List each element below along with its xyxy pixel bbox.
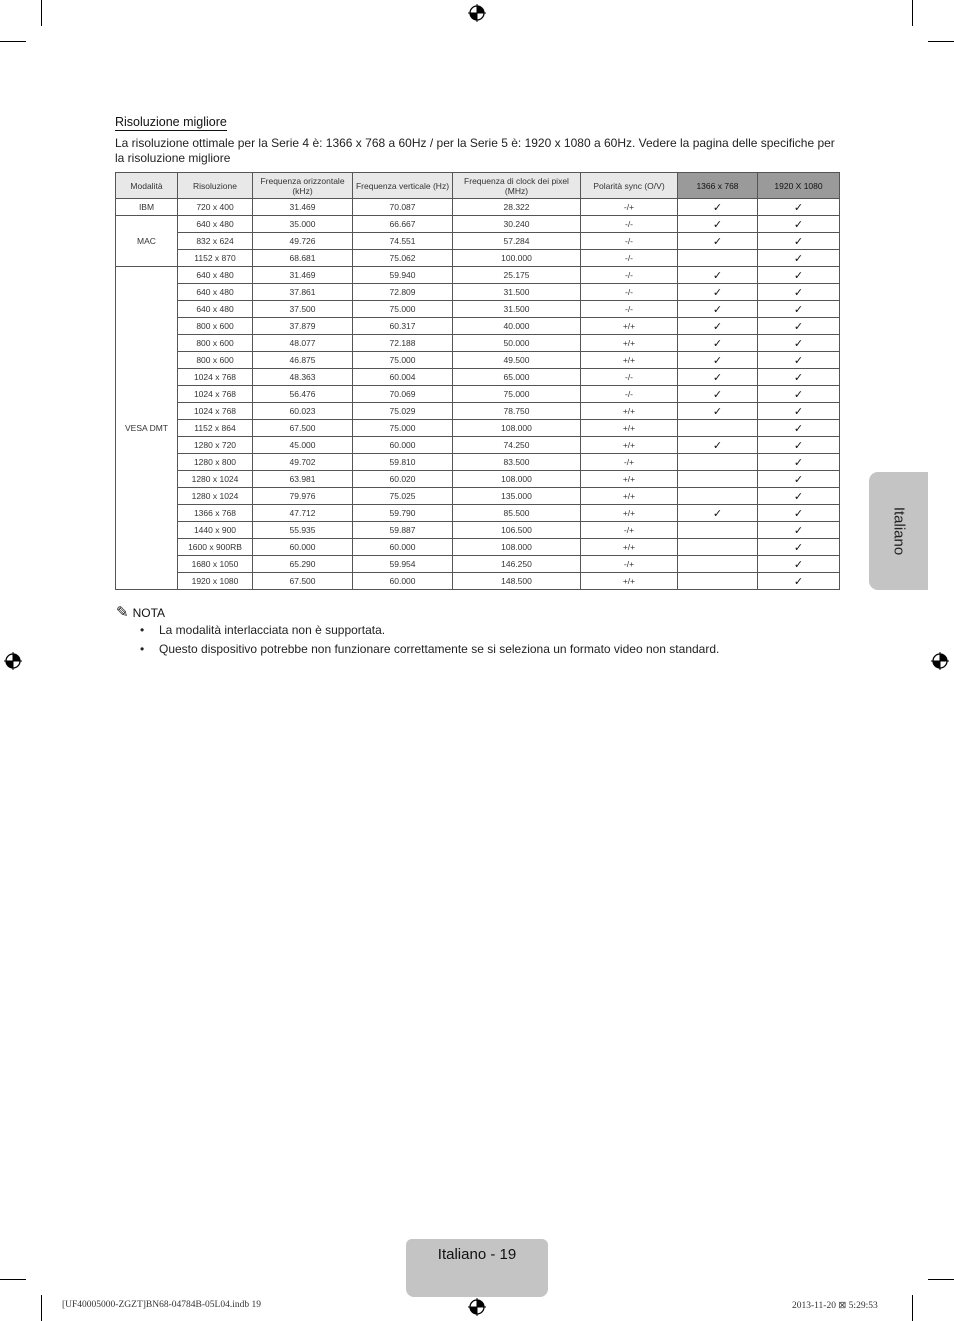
check-icon: ✓	[793, 218, 804, 231]
horizontal-frequency-cell: 49.726	[253, 233, 353, 250]
vertical-frequency-cell: 72.809	[353, 284, 453, 301]
support-1366-cell	[678, 369, 758, 386]
table-row	[116, 505, 840, 522]
check-icon: ✓	[793, 473, 804, 486]
check-icon: ✓	[793, 235, 804, 248]
registration-mark-icon	[930, 651, 950, 671]
resolution-cell: 1024 x 768	[178, 403, 253, 420]
support-1920-cell	[758, 318, 840, 335]
check-icon: ✓	[793, 439, 804, 452]
pixel-clock-cell: 135.000	[453, 488, 581, 505]
vertical-frequency-cell: 75.000	[353, 420, 453, 437]
check-icon: ✓	[793, 337, 804, 350]
support-1366-cell	[678, 403, 758, 420]
vertical-frequency-cell: 75.000	[353, 352, 453, 369]
crop-mark	[912, 1295, 913, 1321]
support-1366-cell	[678, 250, 758, 267]
header-1920x1080: 1920 X 1080	[758, 173, 840, 199]
support-1920-cell	[758, 573, 840, 590]
header-resolution: Risoluzione	[178, 173, 253, 199]
pixel-clock-cell: 108.000	[453, 420, 581, 437]
horizontal-frequency-cell: 31.469	[253, 199, 353, 216]
support-1366-cell	[678, 573, 758, 590]
sync-polarity-cell: +/+	[581, 488, 678, 505]
support-1366-cell	[678, 267, 758, 284]
resolution-cell: 1280 x 800	[178, 454, 253, 471]
horizontal-frequency-cell: 45.000	[253, 437, 353, 454]
support-1366-cell	[678, 522, 758, 539]
sync-polarity-cell: +/+	[581, 352, 678, 369]
footer-file-info: [UF40005000-ZGZT]BN68-04784B-05L04.indb 19	[62, 1300, 261, 1310]
resolution-cell: 1280 x 720	[178, 437, 253, 454]
resolution-table	[115, 172, 840, 590]
sync-polarity-cell: -/+	[581, 522, 678, 539]
support-1920-cell	[758, 420, 840, 437]
footer-timestamp: 2013-11-20 ⊠ 5:29:53	[792, 1301, 878, 1311]
check-icon: ✓	[712, 303, 723, 316]
sync-polarity-cell: -/-	[581, 267, 678, 284]
resolution-cell: 1024 x 768	[178, 386, 253, 403]
check-icon: ✓	[793, 541, 804, 554]
check-icon: ✓	[712, 201, 723, 214]
pixel-clock-cell: 148.500	[453, 573, 581, 590]
check-icon: ✓	[793, 507, 804, 520]
support-1366-cell	[678, 471, 758, 488]
pixel-clock-cell: 100.000	[453, 250, 581, 267]
check-icon: ✓	[793, 320, 804, 333]
vertical-frequency-cell: 60.004	[353, 369, 453, 386]
pixel-clock-cell: 28.322	[453, 199, 581, 216]
table-row	[116, 318, 840, 335]
resolution-cell: 1280 x 1024	[178, 471, 253, 488]
support-1920-cell	[758, 301, 840, 318]
mode-cell: VESA DMT	[116, 267, 178, 590]
support-1920-cell	[758, 386, 840, 403]
support-1920-cell	[758, 454, 840, 471]
header-vertical-frequency: Frequenza verticale (Hz)	[353, 173, 453, 199]
table-row	[116, 301, 840, 318]
language-side-tab-label: Italiano	[890, 506, 907, 556]
check-icon: ✓	[712, 218, 723, 231]
check-icon: ✓	[712, 320, 723, 333]
support-1366-cell	[678, 301, 758, 318]
table-header-row	[116, 173, 840, 199]
pixel-clock-cell: 31.500	[453, 284, 581, 301]
vertical-frequency-cell: 60.000	[353, 437, 453, 454]
horizontal-frequency-cell: 46.875	[253, 352, 353, 369]
sync-polarity-cell: +/+	[581, 505, 678, 522]
support-1920-cell	[758, 335, 840, 352]
resolution-cell: 800 x 600	[178, 352, 253, 369]
pixel-clock-cell: 146.250	[453, 556, 581, 573]
sync-polarity-cell: -/+	[581, 454, 678, 471]
table-row	[116, 437, 840, 454]
table-row	[116, 573, 840, 590]
support-1366-cell	[678, 454, 758, 471]
note-heading	[116, 603, 165, 621]
note-label: NOTA	[132, 606, 166, 620]
pixel-clock-cell: 40.000	[453, 318, 581, 335]
support-1920-cell	[758, 199, 840, 216]
horizontal-frequency-cell: 63.981	[253, 471, 353, 488]
support-1920-cell	[758, 250, 840, 267]
check-icon: ✓	[712, 337, 723, 350]
horizontal-frequency-cell: 37.861	[253, 284, 353, 301]
resolution-cell: 832 x 624	[178, 233, 253, 250]
check-icon: ✓	[793, 252, 804, 265]
table-body	[116, 199, 840, 590]
horizontal-frequency-cell: 56.476	[253, 386, 353, 403]
vertical-frequency-cell: 60.000	[353, 539, 453, 556]
vertical-frequency-cell: 59.887	[353, 522, 453, 539]
support-1920-cell	[758, 284, 840, 301]
pixel-clock-cell: 25.175	[453, 267, 581, 284]
horizontal-frequency-cell: 67.500	[253, 573, 353, 590]
sync-polarity-cell: -/-	[581, 233, 678, 250]
crop-mark	[928, 41, 954, 42]
support-1920-cell	[758, 488, 840, 505]
table-row	[116, 335, 840, 352]
table-row	[116, 284, 840, 301]
check-icon: ✓	[712, 371, 723, 384]
support-1366-cell	[678, 420, 758, 437]
horizontal-frequency-cell: 37.500	[253, 301, 353, 318]
intro-paragraph: La risoluzione ottimale per la Serie 4 è: 1366 x 768 a 60Hz / per la Serie 5 è: 1920 x 1080 a 60Hz. Vedere la pagina delle specifiche per la risoluzione migliore	[115, 136, 835, 165]
table-row	[116, 454, 840, 471]
support-1920-cell	[758, 352, 840, 369]
support-1920-cell	[758, 369, 840, 386]
registration-mark-icon	[467, 3, 487, 23]
resolution-cell: 1920 x 1080	[178, 573, 253, 590]
check-icon: ✓	[793, 490, 804, 503]
check-icon: ✓	[793, 303, 804, 316]
sync-polarity-cell: +/+	[581, 573, 678, 590]
horizontal-frequency-cell: 79.976	[253, 488, 353, 505]
vertical-frequency-cell: 75.062	[353, 250, 453, 267]
vertical-frequency-cell: 59.954	[353, 556, 453, 573]
table-row	[116, 539, 840, 556]
pixel-clock-cell: 50.000	[453, 335, 581, 352]
resolution-cell: 1366 x 768	[178, 505, 253, 522]
pixel-clock-cell: 83.500	[453, 454, 581, 471]
sync-polarity-cell: -/-	[581, 250, 678, 267]
table-row	[116, 199, 840, 216]
vertical-frequency-cell: 59.810	[353, 454, 453, 471]
crop-mark	[41, 0, 42, 26]
vertical-frequency-cell: 75.029	[353, 403, 453, 420]
support-1920-cell	[758, 522, 840, 539]
horizontal-frequency-cell: 47.712	[253, 505, 353, 522]
sync-polarity-cell: +/+	[581, 471, 678, 488]
check-icon: ✓	[712, 354, 723, 367]
check-icon: ✓	[793, 422, 804, 435]
support-1366-cell	[678, 352, 758, 369]
pixel-clock-cell: 65.000	[453, 369, 581, 386]
registration-mark-icon	[467, 1297, 487, 1317]
check-icon: ✓	[793, 456, 804, 469]
resolution-cell: 640 x 480	[178, 284, 253, 301]
check-icon: ✓	[793, 354, 804, 367]
vertical-frequency-cell: 60.317	[353, 318, 453, 335]
vertical-frequency-cell: 66.667	[353, 216, 453, 233]
table-row	[116, 267, 840, 284]
vertical-frequency-cell: 72.188	[353, 335, 453, 352]
check-icon: ✓	[712, 235, 723, 248]
pixel-clock-cell: 49.500	[453, 352, 581, 369]
sync-polarity-cell: -/-	[581, 386, 678, 403]
check-icon: ✓	[712, 388, 723, 401]
page-number-label: Italiano - 19	[437, 1246, 517, 1263]
sync-polarity-cell: +/+	[581, 318, 678, 335]
table-row	[116, 420, 840, 437]
support-1366-cell	[678, 335, 758, 352]
table-row	[116, 556, 840, 573]
sync-polarity-cell: -/+	[581, 556, 678, 573]
pixel-clock-cell: 85.500	[453, 505, 581, 522]
pixel-clock-cell: 106.500	[453, 522, 581, 539]
pixel-clock-cell: 108.000	[453, 471, 581, 488]
header-sync-polarity: Polarità sync (O/V)	[581, 173, 678, 199]
mode-cell: MAC	[116, 216, 178, 267]
check-icon: ✓	[793, 558, 804, 571]
table-row	[116, 522, 840, 539]
support-1920-cell	[758, 267, 840, 284]
resolution-cell: 1680 x 1050	[178, 556, 253, 573]
sync-polarity-cell: -/+	[581, 199, 678, 216]
crop-mark	[0, 41, 26, 42]
check-icon: ✓	[793, 371, 804, 384]
support-1920-cell	[758, 556, 840, 573]
sync-polarity-cell: -/-	[581, 216, 678, 233]
table-row	[116, 369, 840, 386]
sync-polarity-cell: -/-	[581, 369, 678, 386]
check-icon: ✓	[712, 405, 723, 418]
table-row	[116, 216, 840, 233]
horizontal-frequency-cell: 48.077	[253, 335, 353, 352]
resolution-cell: 800 x 600	[178, 318, 253, 335]
support-1920-cell	[758, 233, 840, 250]
header-mode: Modalità	[116, 173, 178, 199]
check-icon: ✓	[712, 286, 723, 299]
resolution-cell: 640 x 480	[178, 301, 253, 318]
support-1920-cell	[758, 505, 840, 522]
resolution-cell: 1152 x 864	[178, 420, 253, 437]
pixel-clock-cell: 108.000	[453, 539, 581, 556]
support-1920-cell	[758, 539, 840, 556]
language-side-tab	[869, 472, 928, 590]
sync-polarity-cell: +/+	[581, 420, 678, 437]
crop-mark	[928, 1279, 954, 1280]
table-row	[116, 403, 840, 420]
header-1366x768: 1366 x 768	[678, 173, 758, 199]
support-1366-cell	[678, 216, 758, 233]
table-row	[116, 250, 840, 267]
vertical-frequency-cell: 75.025	[353, 488, 453, 505]
sync-polarity-cell: +/+	[581, 437, 678, 454]
horizontal-frequency-cell: 48.363	[253, 369, 353, 386]
support-1366-cell	[678, 284, 758, 301]
section-title: Risoluzione migliore	[115, 115, 227, 129]
resolution-cell: 1600 x 900RB	[178, 539, 253, 556]
table-row	[116, 488, 840, 505]
table-row	[116, 233, 840, 250]
crop-mark	[912, 0, 913, 26]
support-1366-cell	[678, 233, 758, 250]
horizontal-frequency-cell: 65.290	[253, 556, 353, 573]
sync-polarity-cell: +/+	[581, 335, 678, 352]
pixel-clock-cell: 31.500	[453, 301, 581, 318]
vertical-frequency-cell: 70.087	[353, 199, 453, 216]
table-row	[116, 471, 840, 488]
horizontal-frequency-cell: 49.702	[253, 454, 353, 471]
support-1366-cell	[678, 437, 758, 454]
sync-polarity-cell: +/+	[581, 403, 678, 420]
horizontal-frequency-cell: 31.469	[253, 267, 353, 284]
note-list	[137, 623, 719, 661]
sync-polarity-cell: +/+	[581, 539, 678, 556]
horizontal-frequency-cell: 67.500	[253, 420, 353, 437]
resolution-cell: 720 x 400	[178, 199, 253, 216]
pixel-clock-cell: 30.240	[453, 216, 581, 233]
resolution-cell: 800 x 600	[178, 335, 253, 352]
header-pixel-clock: Frequenza di clock dei pixel (MHz)	[453, 173, 581, 199]
note-item: • La modalità interlacciata non è supportata.	[137, 623, 719, 642]
crop-mark	[41, 1295, 42, 1321]
check-icon: ✓	[793, 524, 804, 537]
pencil-icon: ✎	[116, 604, 129, 621]
horizontal-frequency-cell: 55.935	[253, 522, 353, 539]
horizontal-frequency-cell: 37.879	[253, 318, 353, 335]
crop-mark	[0, 1279, 26, 1280]
support-1366-cell	[678, 556, 758, 573]
vertical-frequency-cell: 75.000	[353, 301, 453, 318]
support-1366-cell	[678, 488, 758, 505]
support-1366-cell	[678, 505, 758, 522]
sync-polarity-cell: -/-	[581, 301, 678, 318]
sync-polarity-cell: -/-	[581, 284, 678, 301]
vertical-frequency-cell: 74.551	[353, 233, 453, 250]
check-icon: ✓	[793, 269, 804, 282]
support-1366-cell	[678, 539, 758, 556]
resolution-cell: 1440 x 900	[178, 522, 253, 539]
support-1920-cell	[758, 403, 840, 420]
pixel-clock-cell: 75.000	[453, 386, 581, 403]
check-icon: ✓	[793, 575, 804, 588]
check-icon: ✓	[712, 269, 723, 282]
registration-mark-icon	[3, 651, 23, 671]
support-1920-cell	[758, 437, 840, 454]
support-1366-cell	[678, 386, 758, 403]
vertical-frequency-cell: 60.000	[353, 573, 453, 590]
horizontal-frequency-cell: 60.000	[253, 539, 353, 556]
header-horizontal-frequency: Frequenza orizzontale (kHz)	[253, 173, 353, 199]
resolution-cell: 640 x 480	[178, 216, 253, 233]
check-icon: ✓	[712, 507, 723, 520]
table-row	[116, 352, 840, 369]
vertical-frequency-cell: 70.069	[353, 386, 453, 403]
vertical-frequency-cell: 59.940	[353, 267, 453, 284]
resolution-cell: 640 x 480	[178, 267, 253, 284]
resolution-cell: 1280 x 1024	[178, 488, 253, 505]
support-1366-cell	[678, 199, 758, 216]
page-number-tab	[406, 1239, 548, 1297]
pixel-clock-cell: 57.284	[453, 233, 581, 250]
resolution-cell: 1152 x 870	[178, 250, 253, 267]
vertical-frequency-cell: 60.020	[353, 471, 453, 488]
check-icon: ✓	[793, 286, 804, 299]
support-1920-cell	[758, 471, 840, 488]
check-icon: ✓	[793, 201, 804, 214]
horizontal-frequency-cell: 60.023	[253, 403, 353, 420]
horizontal-frequency-cell: 35.000	[253, 216, 353, 233]
resolution-cell: 1024 x 768	[178, 369, 253, 386]
pixel-clock-cell: 74.250	[453, 437, 581, 454]
note-item: • Questo dispositivo potrebbe non funzionare correttamente se si seleziona un formato video non standard.	[137, 642, 719, 661]
horizontal-frequency-cell: 68.681	[253, 250, 353, 267]
support-1920-cell	[758, 216, 840, 233]
check-icon: ✓	[793, 405, 804, 418]
check-icon: ✓	[793, 388, 804, 401]
support-1366-cell	[678, 318, 758, 335]
table-row	[116, 386, 840, 403]
mode-cell: IBM	[116, 199, 178, 216]
vertical-frequency-cell: 59.790	[353, 505, 453, 522]
check-icon: ✓	[712, 439, 723, 452]
pixel-clock-cell: 78.750	[453, 403, 581, 420]
